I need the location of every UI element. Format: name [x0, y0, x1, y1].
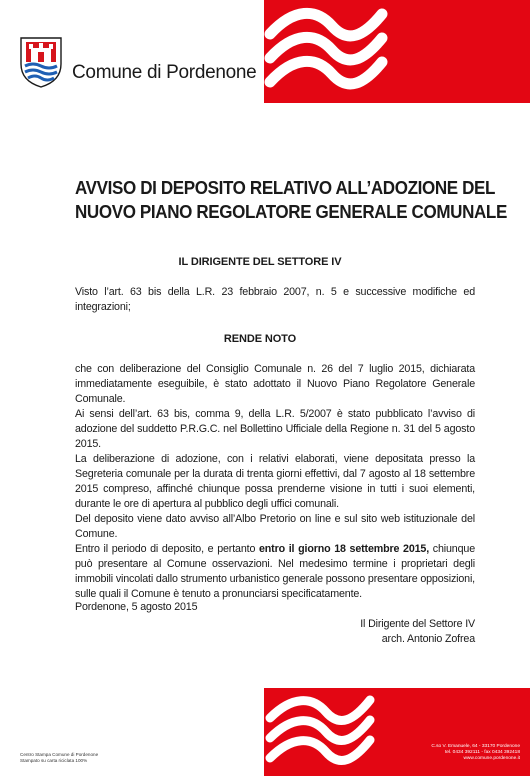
signature-block	[320, 617, 475, 647]
municipal-crest-icon	[17, 34, 65, 88]
paragraph-osservazioni	[75, 542, 475, 602]
paragraph-deposito: La deliberazione di adozione, con i relativi elaborati, viene depositata presso la Segreteria comunale per la durata di trenta giorni effettivi, dal 7 agosto al 18 settembre 2015 compreso, affinché chiunque possa prenderne visione in tutti i suoi elementi, durante le ore di apertura al pubblico degli uffici comunali.	[75, 453, 475, 510]
place-date: Pordenone, 5 agosto 2015	[75, 601, 198, 613]
signature-name: arch. Antonio Zofrea	[381, 633, 475, 645]
dirigente-heading: IL DIRIGENTE DEL SETTORE IV	[178, 256, 342, 268]
rende-noto-heading: RENDE NOTO	[223, 333, 297, 345]
paragraph-deliberazione: che con deliberazione del Consiglio Comunale n. 26 del 7 luglio 2015, dichiarata immediatamente eseguibile, è stato adottato il Nuovo Piano Regolatore Generale Comunale.	[75, 363, 475, 405]
document-title	[75, 176, 507, 224]
paragraph-avviso-albo: Del deposito viene dato avviso all’Albo Pretorio on line e sul sito web istituzionale del Comune.	[75, 513, 475, 540]
footer-print-note	[20, 752, 98, 764]
footer-print-line-1: Centro Stampa Comune di Pordenone	[20, 752, 99, 757]
white-wave-footer-icon	[264, 688, 530, 776]
title-line-1: AVVISO DI DEPOSITO RELATIVO ALL’ADOZIONE DEL	[75, 177, 496, 198]
footer-address: C.so V. Emanuele, 64 - 33170 Pordenone	[431, 744, 520, 749]
osservazioni-text-pre: Entro il periodo di deposito, e pertanto	[75, 543, 259, 555]
body-text	[75, 362, 475, 602]
title-line-2: NUOVO PIANO REGOLATORE GENERALE COMUNALE	[75, 201, 507, 222]
osservazioni-text-post: chiunque può presentare al Comune osservazioni. Nel medesimo termine i proprietari degli immobili vincolati dallo strumento urbanistico generale possono presentare opposizioni, sulle quali il Comune è tenuto a pronunciarsi specificatamente.	[75, 543, 475, 600]
signature-role: Il Dirigente del Settore IV	[360, 618, 475, 630]
footer-print-line-2: Stampato su carta riciclata 100%	[20, 758, 88, 763]
footer-contact	[420, 744, 520, 762]
footer-brand-band	[264, 688, 530, 776]
visto-paragraph: Visto l’art. 63 bis della L.R. 23 febbraio 2007, n. 5 e successive modifiche ed integrazioni;	[75, 286, 475, 313]
white-wave-logo-icon	[264, 0, 530, 103]
header-brand-band	[264, 0, 530, 103]
footer-website: www.comune.pordenone.it	[463, 756, 520, 761]
deadline-bold: entro il giorno 18 settembre 2015,	[259, 543, 430, 555]
footer-phone: tel. 0434 392111 - fax 0434 392418	[444, 750, 520, 755]
org-name: Comune di Pordenone	[72, 62, 257, 83]
paragraph-pubblicazione: Ai sensi dell’art. 63 bis, comma 9, della L.R. 5/2007 è stato pubblicato l’avviso di adozione del suddetto P.R.G.C. nel Bollettino Ufficiale della Regione n. 31 del 5 agosto 2015.	[75, 408, 475, 450]
